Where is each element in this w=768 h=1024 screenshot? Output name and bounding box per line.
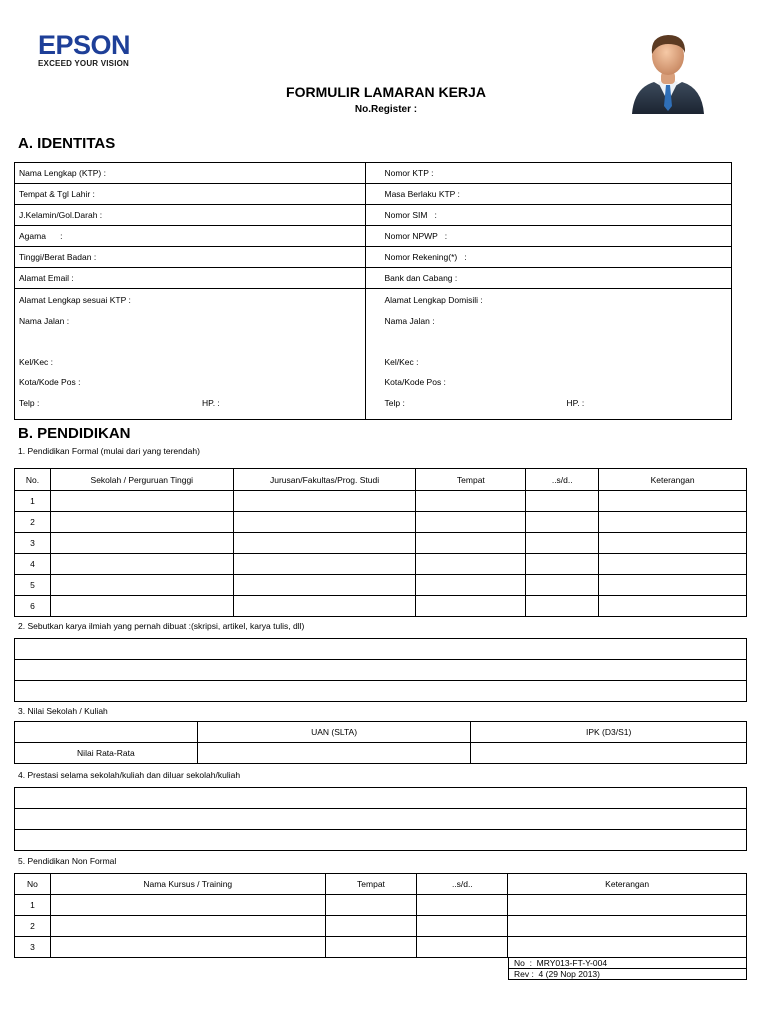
input-cell[interactable]: [325, 895, 417, 916]
section-b-heading: B. PENDIDIKAN: [18, 425, 131, 442]
input-cell[interactable]: [417, 937, 508, 958]
row-number: 3: [15, 533, 51, 554]
row-number: 1: [15, 895, 51, 916]
input-cell[interactable]: [599, 491, 747, 512]
agama-field[interactable]: Agama :: [15, 226, 366, 247]
input-cell[interactable]: [416, 533, 526, 554]
input-cell[interactable]: [416, 596, 526, 617]
input-cell[interactable]: [526, 491, 599, 512]
karya-ilmiah-line[interactable]: [15, 681, 747, 702]
prestasi-label: 4. Prestasi selama sekolah/kuliah dan diluar sekolah/kuliah: [18, 770, 241, 780]
nama-lengkap-field[interactable]: Nama Lengkap (KTP) :: [15, 163, 366, 184]
header-tempat: Tempat: [416, 469, 526, 491]
avatar-icon: [628, 28, 708, 116]
row-number: 1: [15, 491, 51, 512]
input-cell[interactable]: [50, 916, 325, 937]
alamat-domisili-title: Alamat Lengkap Domisili :: [384, 295, 483, 305]
non-formal-table: [14, 873, 747, 958]
register-number: No.Register :: [354, 104, 418, 115]
input-cell[interactable]: [50, 937, 325, 958]
formal-education-table: [14, 468, 747, 617]
header-sd: ..s/d..: [417, 874, 508, 895]
karya-ilmiah-line[interactable]: [15, 639, 747, 660]
alamat-ktp-kota: Kota/Kode Pos :: [19, 377, 81, 387]
alamat-ktp-hp: HP. :: [202, 397, 220, 408]
input-cell[interactable]: [50, 533, 233, 554]
prestasi-line[interactable]: [15, 809, 747, 830]
input-cell[interactable]: [416, 554, 526, 575]
jenis-kelamin-field[interactable]: J.Kelamin/Gol.Darah :: [15, 205, 366, 226]
input-cell[interactable]: [233, 596, 416, 617]
input-cell[interactable]: [233, 533, 416, 554]
alamat-ktp-title: Alamat Lengkap sesuai KTP :: [19, 295, 131, 305]
document-revision: Rev : 4 (29 Nop 2013): [509, 969, 747, 980]
input-cell[interactable]: [508, 916, 747, 937]
input-cell[interactable]: [233, 491, 416, 512]
nilai-label: 3. Nilai Sekolah / Kuliah: [18, 706, 108, 716]
header-tempat: Tempat: [325, 874, 417, 895]
input-cell[interactable]: [599, 512, 747, 533]
input-cell[interactable]: [526, 512, 599, 533]
input-cell[interactable]: [417, 895, 508, 916]
input-cell[interactable]: [599, 554, 747, 575]
header-sekolah: Sekolah / Perguruan Tinggi: [50, 469, 233, 491]
ipk-input[interactable]: [471, 743, 747, 764]
table-row: [15, 575, 747, 596]
header-no: No: [15, 874, 51, 895]
table-row: [15, 554, 747, 575]
prestasi-line[interactable]: [15, 788, 747, 809]
input-cell[interactable]: [526, 533, 599, 554]
alamat-email-field[interactable]: Alamat Email :: [15, 268, 366, 289]
table-row: [15, 491, 747, 512]
alamat-domisili-telp: Telp :: [384, 397, 405, 408]
header-keterangan: Keterangan: [508, 874, 747, 895]
input-cell[interactable]: [416, 491, 526, 512]
nomor-rekening-field[interactable]: Nomor Rekening(*) :: [366, 247, 732, 268]
header-sd: ..s/d..: [526, 469, 599, 491]
alamat-domisili-kel: Kel/Kec :: [384, 356, 419, 367]
input-cell[interactable]: [50, 512, 233, 533]
karya-ilmiah-table: [14, 638, 747, 702]
input-cell[interactable]: [325, 937, 417, 958]
input-cell[interactable]: [233, 554, 416, 575]
logo-brand: EPSON: [38, 30, 131, 60]
table-row: [15, 937, 747, 958]
input-cell[interactable]: [416, 575, 526, 596]
nilai-rata-rata-label: Nilai Rata-Rata: [15, 743, 198, 764]
uan-input[interactable]: [197, 743, 471, 764]
formal-education-label: 1. Pendidikan Formal (mulai dari yang terendah): [18, 446, 200, 456]
input-cell[interactable]: [50, 575, 233, 596]
input-cell[interactable]: [526, 596, 599, 617]
epson-logo: [38, 32, 130, 68]
alamat-ktp-street: Nama Jalan :: [19, 315, 70, 326]
form-title: FORMULIR LAMARAN KERJA: [286, 84, 486, 100]
input-cell[interactable]: [233, 575, 416, 596]
alamat-domisili-hp: HP. :: [566, 397, 585, 408]
header-uan: UAN (SLTA): [197, 722, 471, 743]
nomor-sim-field[interactable]: Nomor SIM :: [366, 205, 732, 226]
non-formal-label: 5. Pendidikan Non Formal: [18, 856, 117, 866]
identity-table: [14, 162, 732, 420]
tinggi-berat-field[interactable]: Tinggi/Berat Badan :: [15, 247, 366, 268]
input-cell[interactable]: [526, 575, 599, 596]
nilai-table: [14, 721, 747, 764]
document-number: No : MRY013-FT-Y-004: [509, 958, 747, 969]
input-cell[interactable]: [50, 895, 325, 916]
bank-cabang-field[interactable]: Bank dan Cabang :: [366, 268, 732, 289]
input-cell[interactable]: [233, 512, 416, 533]
table-row: [15, 895, 747, 916]
input-cell[interactable]: [599, 596, 747, 617]
nilai-empty-header: [15, 722, 198, 743]
header-nama-kursus: Nama Kursus / Training: [50, 874, 325, 895]
row-number: 5: [15, 575, 51, 596]
table-row: [15, 512, 747, 533]
input-cell[interactable]: [50, 554, 233, 575]
header-no: No.: [15, 469, 51, 491]
karya-ilmiah-label: 2. Sebutkan karya ilmiah yang pernah dibuat :(skripsi, artikel, karya tulis, dll): [18, 621, 305, 631]
table-row: [15, 916, 747, 937]
input-cell[interactable]: [599, 575, 747, 596]
alamat-domisili-street: Nama Jalan :: [384, 315, 435, 326]
row-number: 2: [15, 512, 51, 533]
alamat-domisili-cell[interactable]: [366, 289, 732, 420]
table-row: [15, 596, 747, 617]
document-code-box: [508, 957, 747, 980]
input-cell[interactable]: [599, 533, 747, 554]
header-keterangan: Keterangan: [599, 469, 747, 491]
row-number: 6: [15, 596, 51, 617]
table-row: [15, 533, 747, 554]
alamat-ktp-cell[interactable]: [15, 289, 366, 420]
input-cell[interactable]: [508, 895, 747, 916]
alamat-domisili-kota: Kota/Kode Pos :: [384, 377, 446, 387]
section-a-heading: A. IDENTITAS: [18, 135, 116, 152]
masa-berlaku-ktp-field[interactable]: Masa Berlaku KTP :: [366, 184, 732, 205]
row-number: 3: [15, 937, 51, 958]
alamat-ktp-telp: Telp :: [19, 397, 40, 408]
row-number: 2: [15, 916, 51, 937]
header-ipk: IPK (D3/S1): [471, 722, 747, 743]
input-cell[interactable]: [416, 512, 526, 533]
header-jurusan: Jurusan/Fakultas/Prog. Studi: [233, 469, 416, 491]
input-cell[interactable]: [417, 916, 508, 937]
karya-ilmiah-line[interactable]: [15, 660, 747, 681]
nomor-npwp-field[interactable]: Nomor NPWP :: [366, 226, 732, 247]
prestasi-table: [14, 787, 747, 851]
input-cell[interactable]: [325, 916, 417, 937]
nomor-ktp-field[interactable]: Nomor KTP :: [366, 163, 732, 184]
prestasi-line[interactable]: [15, 830, 747, 851]
input-cell[interactable]: [50, 596, 233, 617]
alamat-ktp-kel: Kel/Kec :: [19, 356, 54, 367]
input-cell[interactable]: [50, 491, 233, 512]
input-cell[interactable]: [526, 554, 599, 575]
logo-tagline: EXCEED YOUR VISION: [38, 59, 130, 68]
input-cell[interactable]: [508, 937, 747, 958]
tempat-tgl-lahir-field[interactable]: Tempat & Tgl Lahir :: [15, 184, 366, 205]
row-number: 4: [15, 554, 51, 575]
